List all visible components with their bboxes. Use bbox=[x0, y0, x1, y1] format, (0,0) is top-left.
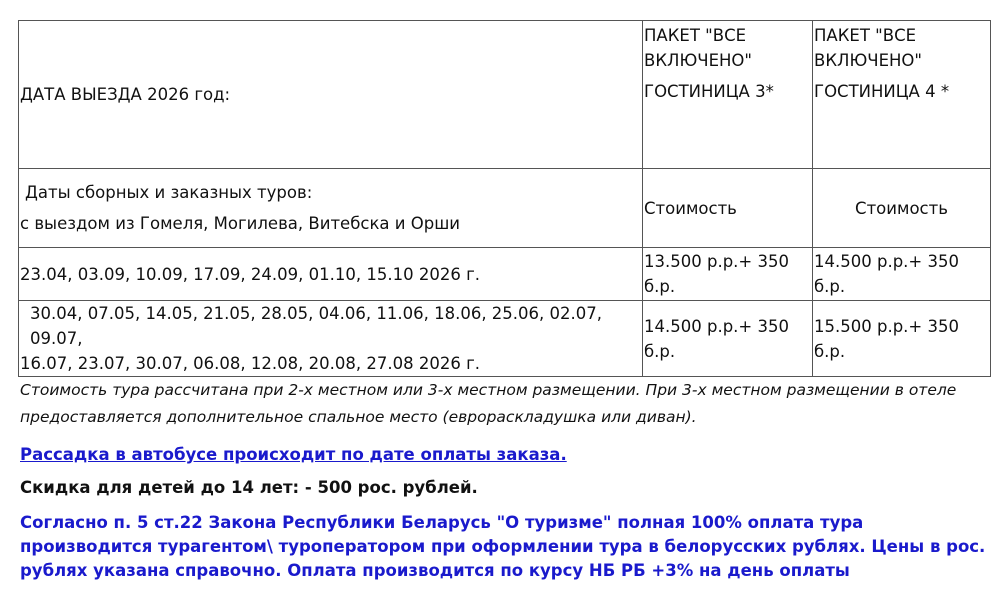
cost-header-3 bbox=[643, 169, 813, 248]
accommodation-note: Стоимость тура рассчитана при 2-х местном или 3-х местном размещении. При 3-х местном размещении в отеле предоставляется дополнительное спальное место (еврораскладушка или диван). bbox=[20, 381, 957, 426]
price-4-star-cell bbox=[813, 248, 991, 301]
departure-date-header bbox=[19, 21, 643, 169]
page-content bbox=[18, 20, 990, 583]
table-subheader-row bbox=[19, 169, 991, 248]
price-4-star: 14.500 р.р.+ 350 б.р. bbox=[814, 252, 959, 296]
child-discount: Скидка для детей до 14 лет: - 500 рос. рублей. bbox=[20, 478, 478, 497]
price-3-star-cell bbox=[643, 248, 813, 301]
price-3-star: 13.500 р.р.+ 350 б.р. bbox=[644, 252, 789, 296]
dates-text-line1: 30.04, 07.05, 14.05, 21.05, 28.05, 04.06, 11.06, 18.06, 25.06, 02.07, 09.07, bbox=[30, 304, 603, 348]
package-3-line2: ВКЛЮЧЕНО" bbox=[644, 51, 752, 70]
cost-label-4: Стоимость bbox=[855, 198, 948, 218]
seating-link[interactable]: Рассадка в автобусе происходит по дате оплаты заказа. bbox=[20, 445, 567, 464]
cost-label-3: Стоимость bbox=[644, 198, 737, 218]
dates-cell bbox=[19, 301, 643, 377]
package-4-line1: ПАКЕТ "ВСЕ bbox=[814, 26, 917, 45]
dates-cell bbox=[19, 248, 643, 301]
tours-price-table bbox=[18, 20, 991, 377]
table-header-row bbox=[19, 21, 991, 169]
tour-dates-description bbox=[19, 169, 643, 248]
dates-text-line2: 16.07, 23.07, 30.07, 06.08, 12.08, 20.08, 27.08 2026 г. bbox=[20, 354, 480, 373]
table-row bbox=[19, 248, 991, 301]
price-4-star: 15.500 р.р.+ 350 б.р. bbox=[814, 316, 959, 361]
package-4-line2: ВКЛЮЧЕНО" bbox=[814, 51, 922, 70]
package-3-line1: ПАКЕТ "ВСЕ bbox=[644, 26, 747, 45]
price-3-star-cell bbox=[643, 301, 813, 377]
payment-legal-notice: Согласно п. 5 ст.22 Закона Республики Беларусь "О туризме" полная 100% оплата тура производится турагентом\ туроператором при оформлении тура в белорусских рублях. Цены в рос. рублях указана справочно. Оплата производится по курсу НБ РБ +3% на день оплаты bbox=[20, 513, 986, 580]
hotel-3-star-label: ГОСТИНИЦА 3* bbox=[644, 82, 774, 101]
dates-text: 23.04, 03.09, 10.09, 17.09, 24.09, 01.10, 15.10 2026 г. bbox=[20, 264, 480, 284]
tour-dates-title: Даты сборных и заказных туров: bbox=[25, 183, 313, 202]
package-3-star-header bbox=[643, 21, 813, 169]
departure-cities: с выездом из Гомеля, Могилева, Витебска и Орши bbox=[20, 214, 461, 233]
price-3-star: 14.500 р.р.+ 350 б.р. bbox=[644, 316, 789, 361]
table-row bbox=[19, 301, 991, 377]
hotel-4-star-label: ГОСТИНИЦА 4 * bbox=[814, 82, 950, 101]
cost-header-4 bbox=[813, 169, 991, 248]
price-4-star-cell bbox=[813, 301, 991, 377]
departure-date-label: ДАТА ВЫЕЗДА 2026 год: bbox=[20, 85, 231, 104]
package-4-star-header bbox=[813, 21, 991, 169]
